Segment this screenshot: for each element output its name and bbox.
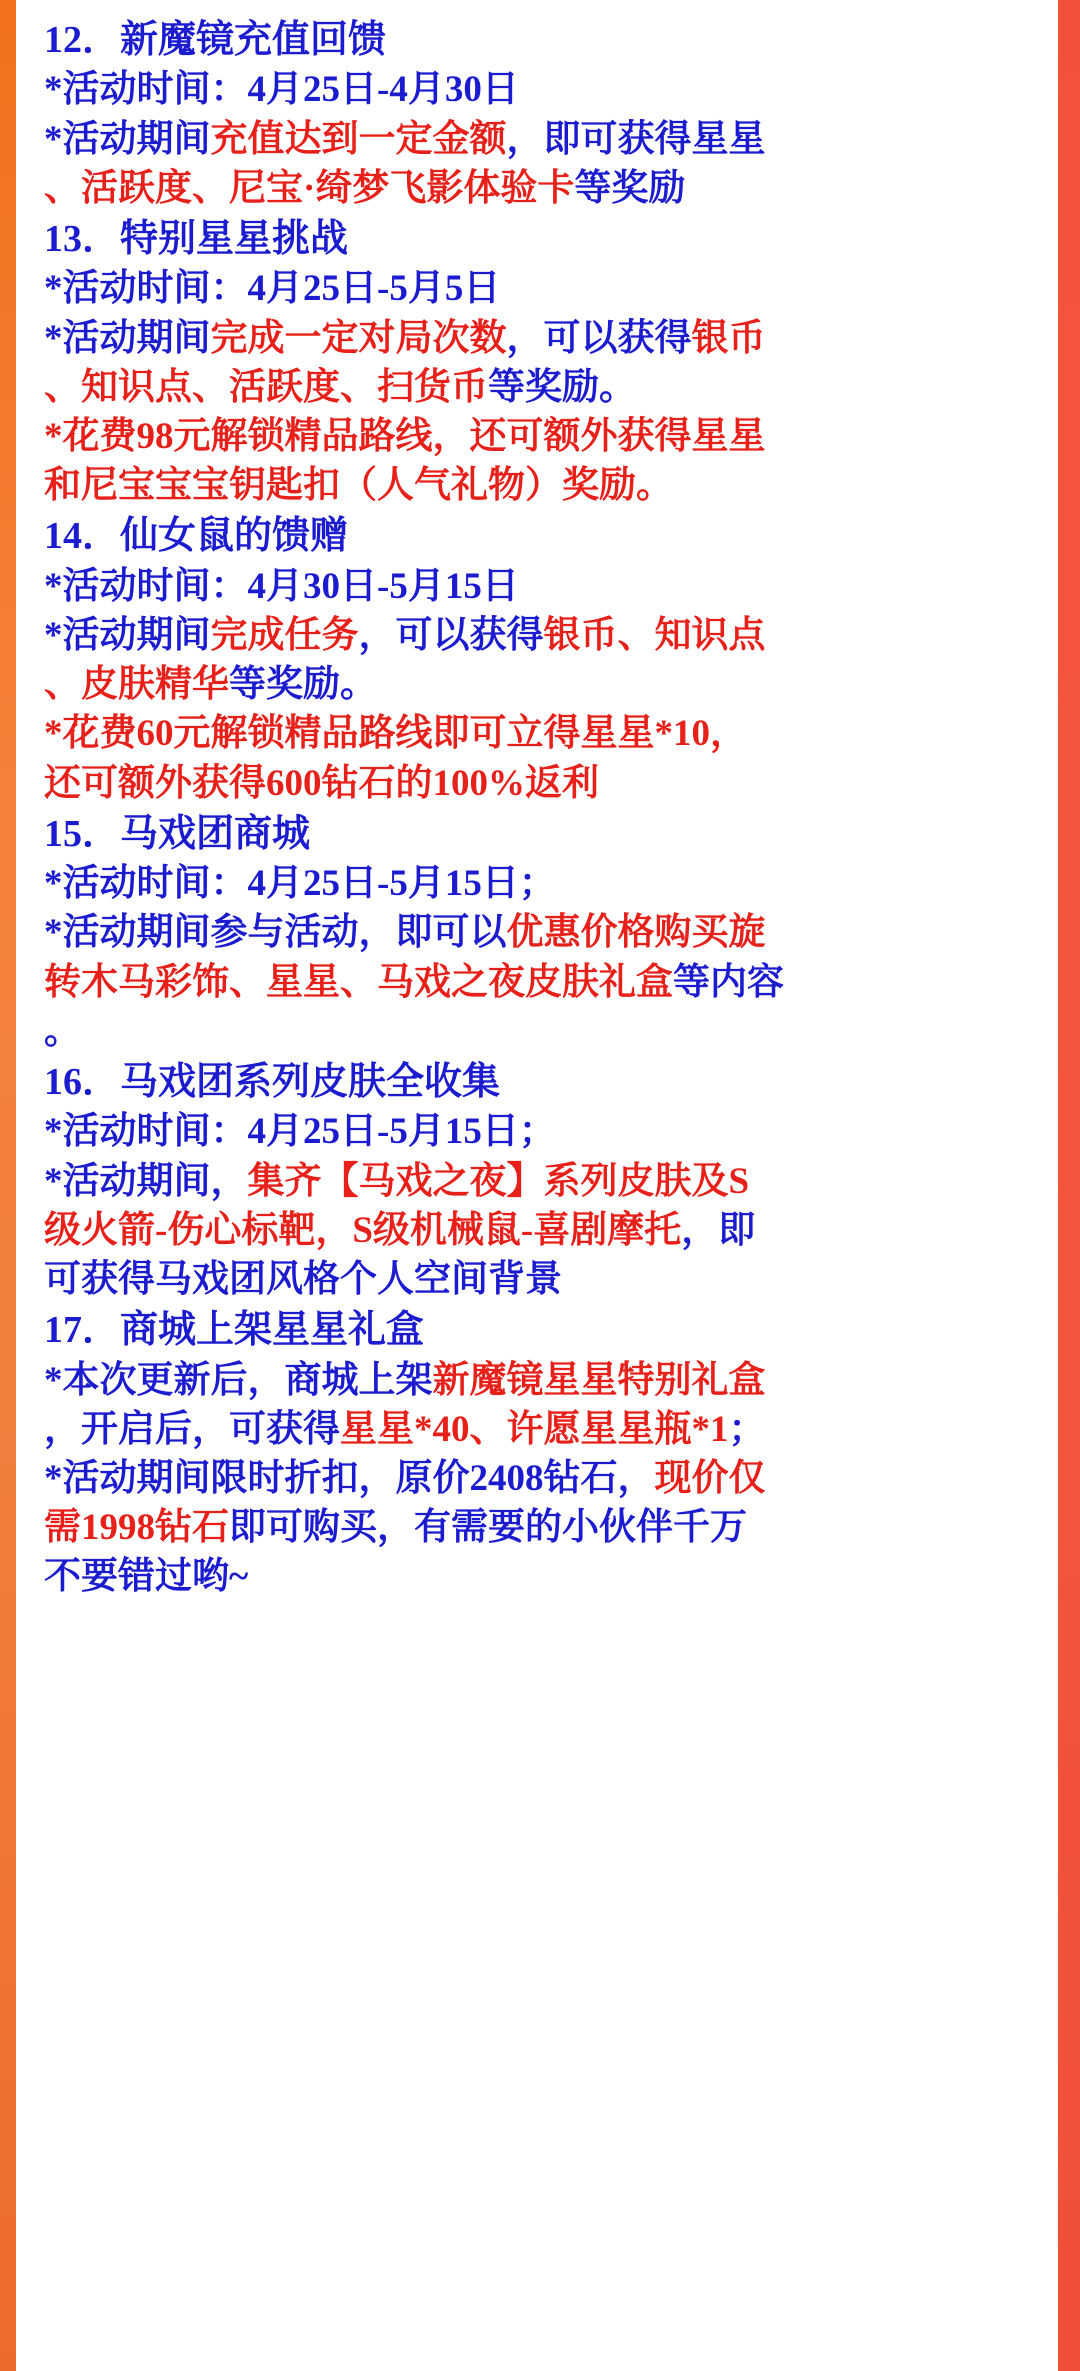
- text-segment: *活动时间：4月25日-5月5日: [44, 268, 501, 310]
- section-heading: 13．特别星星挑战: [44, 218, 349, 260]
- text-segment: *花费98元解锁精品路线，还可额外获得星星: [44, 416, 766, 457]
- text-segment: *活动时间：4月25日-4月30日: [44, 69, 519, 111]
- text-segment: 、知识点、活跃度、扫货币: [44, 366, 488, 408]
- text-segment: *活动期间限时折扣，原价2408钻石，: [44, 1458, 655, 1500]
- section-line: [44, 65, 1038, 114]
- text-segment: 完成任务: [210, 615, 359, 656]
- section-line: [44, 709, 1038, 758]
- text-segment: 星星*40、许愿星星瓶*1: [340, 1408, 729, 1450]
- section-line: [44, 562, 1038, 611]
- text-segment: 需1998钻石: [44, 1507, 229, 1549]
- section-line: [44, 314, 1038, 363]
- section-heading: 12．新魔镜充值回馈: [44, 19, 387, 61]
- section-line: [44, 164, 1038, 213]
- text-segment: 、活跃度、尼宝·绮梦飞影体验卡: [44, 167, 575, 209]
- text-segment: ，可以获得: [358, 615, 544, 656]
- text-segment: 等奖励。: [488, 366, 636, 408]
- section-line: [44, 363, 1038, 412]
- text-segment: ，即: [681, 1209, 756, 1251]
- text-segment: *活动期间参与活动，即可以: [44, 912, 507, 954]
- section-line: [44, 660, 1038, 709]
- text-segment: 和尼宝宝宝钥匙扣（人气礼物）奖励。: [44, 465, 673, 507]
- section-line: [44, 1007, 1038, 1056]
- section-line: [44, 461, 1038, 510]
- text-segment: 完成一定对局次数: [210, 317, 507, 359]
- text-segment: 不要错过哟~: [44, 1556, 249, 1598]
- text-segment: *活动期间: [44, 118, 211, 160]
- announcement-content: [16, 0, 1058, 2371]
- right-red-border: [1058, 0, 1080, 2371]
- text-segment: ，即可获得星星: [506, 118, 766, 160]
- section-line: [44, 958, 1038, 1007]
- text-segment: 集齐【马戏之夜】系列皮肤及S: [247, 1160, 750, 1202]
- text-segment: ，开启后，可获得: [44, 1408, 340, 1450]
- text-segment: 等内容: [673, 961, 784, 1003]
- section-heading: 16．马戏团系列皮肤全收集: [44, 1061, 501, 1104]
- text-segment: *活动时间：4月25日-5月15日；: [44, 1111, 556, 1153]
- section-heading: 17．商城上架星星礼盒: [44, 1309, 425, 1352]
- section-line: [44, 908, 1038, 957]
- section-line: [44, 1356, 1038, 1405]
- text-segment: 银币: [691, 317, 766, 359]
- text-segment: 现价仅: [654, 1458, 766, 1500]
- section-line: [44, 1107, 1038, 1156]
- section-line: [44, 412, 1038, 461]
- section-line: [44, 1454, 1038, 1503]
- section-line: [44, 1157, 1038, 1206]
- text-segment: 银币、知识点: [543, 615, 766, 656]
- text-segment: *活动期间: [44, 615, 211, 656]
- section-line: [44, 859, 1038, 908]
- text-segment: 等奖励。: [229, 664, 377, 706]
- section-heading: 15．马戏团商城: [44, 812, 311, 855]
- section-line: [44, 1503, 1038, 1552]
- text-segment: *活动时间：4月30日-5月15日: [44, 565, 519, 607]
- left-orange-border: [0, 0, 16, 2371]
- section-line: [44, 1405, 1038, 1454]
- section-line: [44, 264, 1038, 313]
- text-segment: 还可额外获得600钻石的100%返利: [44, 762, 599, 804]
- text-segment: 。: [44, 1010, 81, 1052]
- text-segment: *活动时间：4月25日-5月15日；: [44, 863, 556, 905]
- text-segment: 充值达到一定金额: [210, 118, 507, 160]
- text-segment: 等奖励: [574, 167, 686, 209]
- text-segment: 、皮肤精华: [44, 664, 229, 706]
- section-line: [44, 1206, 1038, 1255]
- text-segment: 新魔镜星星特别礼盒: [432, 1359, 766, 1401]
- text-segment: *花费60元解锁精品路线即可立得星星*10，: [44, 713, 747, 755]
- section-heading: 14．仙女鼠的馈赠: [44, 515, 349, 558]
- text-segment: 转木马彩饰、星星、马戏之夜皮肤礼盒: [44, 961, 673, 1003]
- text-segment: 优惠价格购买旋: [506, 912, 766, 954]
- text-segment: *本次更新后，商城上架: [44, 1359, 433, 1401]
- text-segment: 可获得马戏团风格个人空间背景: [44, 1259, 562, 1301]
- section-line: [44, 759, 1038, 808]
- section-line: [44, 611, 1038, 660]
- section-line: [44, 1255, 1038, 1304]
- text-segment: 即可购买，有需要的小伙伴千万: [229, 1507, 747, 1549]
- text-segment: ，可以获得: [506, 317, 692, 359]
- text-segment: *活动期间: [44, 317, 211, 359]
- section-line: [44, 1552, 1038, 1601]
- text-segment: *活动期间，: [44, 1160, 248, 1202]
- text-segment: 级火箭-伤心标靶，S级机械鼠-喜剧摩托: [44, 1209, 682, 1251]
- section-line: [44, 115, 1038, 164]
- text-segment: ；: [728, 1408, 766, 1450]
